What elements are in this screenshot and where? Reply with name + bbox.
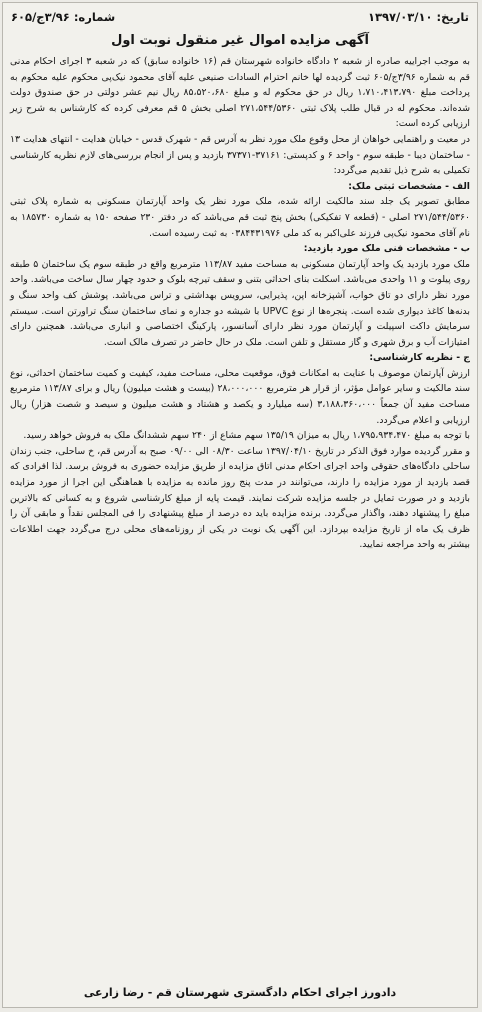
notice-title: آگهی مزایده اموال غیر منقول نوبت اول <box>111 33 369 48</box>
paragraph-auction-terms: و مقرر گردیده موارد فوق الذکر در تاریخ ۱۳۹۷/۰۴/۱۰ ساعت ۰۸/۳۰ الی ۰۹/۰۰ صبح به آدرس قم، خ ساحلی، جنب زندان ساحلی دادگاه‌های حقوقی واحد اجرای احکام مدنی اتاق مزایده از طریق مزایده حضوری به فروش برسد. لذا افرادی که قصد بازدید از مورد مزایده را دارند، می‌توانند در مدت پنج روز مانده به مزایده با هماهنگی این اجرا از مورد مزایده بازدید و در صورت تمایل در جلسه مزایده شرکت نمایند. قیمت پایه از مبلغ کارشناسی شروع و به کسانی که بالاترین مبلغ را پیشنهاد دهند، واگذار می‌گردد. برنده مزایده باید ده درصد از مبلغ پیشنهادی را فی المجلس نقداً و مابقی آن را ظرف یک ماه از تاریخ مزایده بپردازد. این آگهی یک نوبت در یکی از روزنامه‌های محلی درج می‌گردد جهت اطلاعات بیشتر به واحد مراجعه نمایید. <box>10 445 470 551</box>
paragraph-visit: در معیت و راهنمایی خواهان از محل وقوع ملک مورد نظر به آدرس قم - شهرک قدس - خیابان هدایت - انتهای هدایت ۱۳ - ساختمان دیبا - طبقه سوم - واحد ۶ و کدپستی: ۳۷۱۶۱-۳۷۳۷۱ بازدید و پس از انجام بررسی‌های لازم نظریه کارشناسی تکمیلی به شرح ذیل تقدیم می‌گردد: <box>10 133 470 177</box>
paragraph-technical: ملک مورد بازدید یک واحد آپارتمان مسکونی به مساحت مفید ۱۱۳/۸۷ مترمربع واقع در طبقه سوم یک ساختمان ۵ طبقه روی پیلوت و ۱۱ واحدی می‌باشد. اسکلت بنای احداثی بتنی و سقف تیرچه بلوک و حدود چهار سال ساخت می‌باشد. واحد مورد نظر دارای دو تاق خواب، آشپزخانه اپن، پذیرایی، سرویس بهداشتی و تراس می‌باشد. پوشش کف واحد سنگ و بدنه‌ها کاغذ دیواری شده است. پنجره‌ها از نوع UPVC با شیشه دو جداره و نمای ساختمان سنگ تراورتن است. سیستم سرمایش داکت اسپیلت و آپارتمان مورد نظر دارای آسانسور، پارکینگ اختصاصی و انباری می‌باشد. همچنین دارای امتیازات آب و برق شهری و گاز مستقل و تلفن است. ملک در حال حاضر در تصرف مالک است. <box>10 258 470 348</box>
notice-number: شماره: ۳/۹۶ج/۶۰۵ <box>11 10 116 24</box>
section-heading-registration: الف - مشخصات ثبتی ملک: <box>348 180 470 192</box>
paragraph-appraisal: ارزش آپارتمان موصوف با عنایت به امکانات فوق، موقعیت محلی، مساحت مفید، کیفیت و کمیت ساختمان احداثی، نوع سند مالکیت و سایر عوامل مؤثر، از قرار هر مترمربع ۲۸،۰۰۰،۰۰۰ (بیست و هشت میلیون) ریال و برای ۱۱۳/۸۷ مترمربع مساحت مفید آن جمعاً ۳،۱۸۸،۳۶۰،۰۰۰ (سه میلیارد و یکصد و هشتاد و هشت میلیون و سیصد و شصت هزار) ریال ارزیابی و اعلام می‌گردد. <box>10 367 471 426</box>
paragraph-registration: مطابق تصویر یک جلد سند مالکیت ارائه شده، ملک مورد نظر یک واحد آپارتمان مسکونی به شماره پلاک ثبتی ۲۷۱/۵۴۴/۵۳۶۰ اصلی - (قطعه ۷ تفکیکی) بخش پنج ثبت قم می‌باشد که در دفتر ۲۳۰ صفحه ۱۵۰ به شماره ۱۸۵۷۳۰ به نام آقای محمود نیک‌پی فرزند علی‌اکبر به کد ملی ۰۳۸۴۴۳۱۹۷۶ به ثبت رسیده است. <box>10 196 471 239</box>
notice-date: تاریخ: ۱۳۹۷/۰۳/۱۰ <box>367 10 469 24</box>
section-heading-technical: ب - مشخصات فنی ملک مورد بازدید: <box>303 243 470 255</box>
section-heading-appraisal: ج - نظریه کارشناسی: <box>369 352 470 364</box>
paragraph-intro: به موجب اجراییه صادره از شعبه ۲ دادگاه خانواده شهرستان قم (۱۶ خانواده سابق) که در شعبه ۳ اجرای احکام مدنی قم به شماره ۳/۹۶ج/۶۰۵ ثبت گردیده لها خانم احترام السادات صنیعی علیه آقای محمود نیک‌پی محکوم علیه محکوم به پرداخت مبلغ ۱،۷۱۰،۴۱۳،۷۹۰ ریال در حق محکوم له و مبلغ ۸۵،۵۲۰،۶۸۰ ریال نیم عشر دولتی در حق صندوق دولت شده‌اند. محکوم له در قبال طلب پلاک ثبتی ۲۷۱،۵۴۴/۵۳۶۰ اصلی بخش ۵ قم معرفی کرده که کارشناس به شرح زیر ارزیابی کرده است: <box>10 56 471 130</box>
notice-sheet <box>2 2 478 1008</box>
notice-body <box>3 54 477 553</box>
paragraph-shares: با توجه به مبلغ ۱،۷۹۵،۹۳۴،۴۷۰ ریال به میزان ۱۳۵/۱۹ سهم مشاع از ۲۴۰ سهم ششدانگ ملک به فروش خواهد رسید. <box>23 430 470 442</box>
header-row <box>3 3 477 27</box>
signature-line: دادورز اجرای احکام دادگستری شهرستان قم - رضا زارعی <box>83 986 397 999</box>
